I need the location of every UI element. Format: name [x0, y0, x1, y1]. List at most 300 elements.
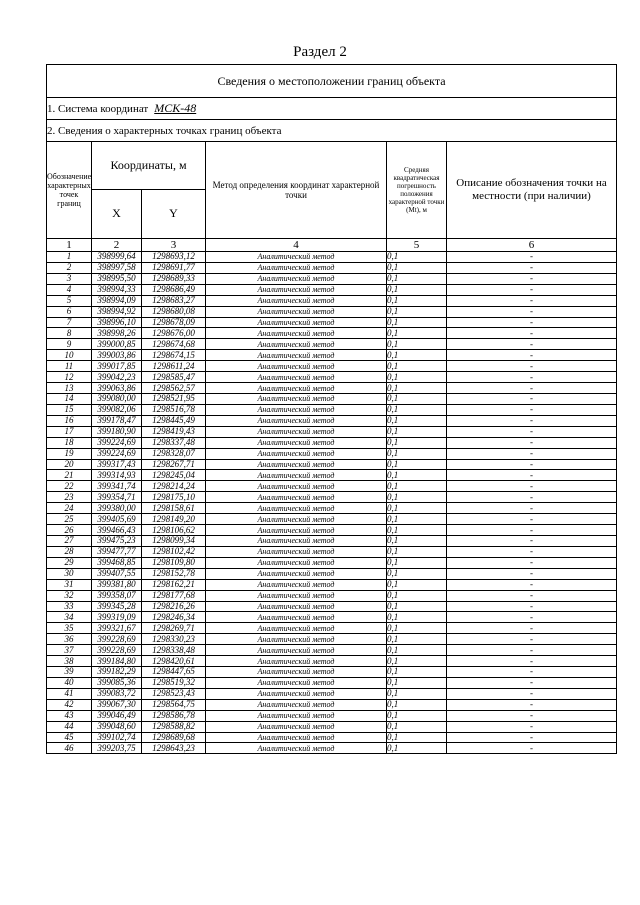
cell-method: Аналитический метод [206, 677, 387, 688]
cell-description: - [447, 393, 617, 404]
cell-method: Аналитический метод [206, 525, 387, 536]
boundary-table [46, 64, 617, 754]
cell-x: 399017,85 [92, 361, 142, 372]
cell-description: - [447, 535, 617, 546]
cell-accuracy: 0,1 [387, 492, 447, 503]
cell-description: - [447, 590, 617, 601]
table-row [47, 372, 617, 383]
cell-description: - [447, 557, 617, 568]
cell-method: Аналитический метод [206, 383, 387, 394]
table-row [47, 667, 617, 678]
cell-accuracy: 0,1 [387, 623, 447, 634]
cell-point: 29 [47, 557, 92, 568]
table-row [47, 383, 617, 394]
cell-x: 399082,06 [92, 404, 142, 415]
cell-y: 1298216,26 [142, 601, 206, 612]
cell-y: 1298693,12 [142, 252, 206, 263]
cell-method: Аналитический метод [206, 481, 387, 492]
table-row [47, 710, 617, 721]
cell-y: 1298689,33 [142, 273, 206, 284]
cell-description: - [447, 415, 617, 426]
cell-method: Аналитический метод [206, 339, 387, 350]
cell-point: 42 [47, 699, 92, 710]
cell-y: 1298158,61 [142, 503, 206, 514]
table-row [47, 535, 617, 546]
coord-system-cell [47, 98, 617, 120]
cell-method: Аналитический метод [206, 372, 387, 383]
table-row [47, 623, 617, 634]
table-row [47, 601, 617, 612]
cell-accuracy: 0,1 [387, 328, 447, 339]
cell-point: 16 [47, 415, 92, 426]
cell-y: 1298674,68 [142, 339, 206, 350]
cell-accuracy: 0,1 [387, 437, 447, 448]
cell-accuracy: 0,1 [387, 306, 447, 317]
cell-y: 1298691,77 [142, 262, 206, 273]
cell-x: 399468,85 [92, 557, 142, 568]
cell-point: 8 [47, 328, 92, 339]
cell-x: 399083,72 [92, 688, 142, 699]
table-row [47, 328, 617, 339]
cell-y: 1298676,00 [142, 328, 206, 339]
cell-y: 1298519,32 [142, 677, 206, 688]
cell-description: - [447, 612, 617, 623]
cell-accuracy: 0,1 [387, 688, 447, 699]
cell-accuracy: 0,1 [387, 710, 447, 721]
cell-x: 399466,43 [92, 525, 142, 536]
header-description: Описание обозначения точки на местности (при наличии) [447, 142, 617, 239]
cell-description: - [447, 601, 617, 612]
header-point-label: Обозначение характерных точек границ [47, 142, 92, 239]
cell-x: 398995,50 [92, 273, 142, 284]
cell-x: 399080,00 [92, 393, 142, 404]
cell-accuracy: 0,1 [387, 448, 447, 459]
cell-x: 399102,74 [92, 732, 142, 743]
cell-method: Аналитический метод [206, 426, 387, 437]
cell-method: Аналитический метод [206, 328, 387, 339]
table-row [47, 273, 617, 284]
cell-point: 14 [47, 393, 92, 404]
cell-accuracy: 0,1 [387, 645, 447, 656]
cell-x: 399319,09 [92, 612, 142, 623]
table-row [47, 295, 617, 306]
cell-point: 37 [47, 645, 92, 656]
cell-description: - [447, 645, 617, 656]
cell-point: 20 [47, 459, 92, 470]
cell-x: 399042,23 [92, 372, 142, 383]
cell-x: 399228,69 [92, 634, 142, 645]
cell-y: 1298521,95 [142, 393, 206, 404]
cell-method: Аналитический метод [206, 437, 387, 448]
cell-description: - [447, 710, 617, 721]
table-row [47, 393, 617, 404]
cell-y: 1298106,62 [142, 525, 206, 536]
cell-accuracy: 0,1 [387, 743, 447, 754]
cell-x: 398996,10 [92, 317, 142, 328]
cell-method: Аналитический метод [206, 514, 387, 525]
cell-point: 13 [47, 383, 92, 394]
cell-x: 399000,85 [92, 339, 142, 350]
cell-y: 1298337,48 [142, 437, 206, 448]
table-row [47, 612, 617, 623]
table-row [47, 645, 617, 656]
cell-accuracy: 0,1 [387, 284, 447, 295]
cell-method: Аналитический метод [206, 656, 387, 667]
cell-method: Аналитический метод [206, 492, 387, 503]
cell-description: - [447, 503, 617, 514]
table-row [47, 514, 617, 525]
cell-x: 399354,71 [92, 492, 142, 503]
cell-point: 43 [47, 710, 92, 721]
cell-point: 3 [47, 273, 92, 284]
cell-y: 1298516,78 [142, 404, 206, 415]
cell-method: Аналитический метод [206, 634, 387, 645]
cell-point: 23 [47, 492, 92, 503]
cell-x: 399003,86 [92, 350, 142, 361]
table-row [47, 579, 617, 590]
header-method: Метод определения координат характерной точки [206, 142, 387, 239]
cell-description: - [447, 361, 617, 372]
cell-x: 399067,30 [92, 699, 142, 710]
cell-x: 399203,75 [92, 743, 142, 754]
cell-y: 1298175,10 [142, 492, 206, 503]
cell-y: 1298586,78 [142, 710, 206, 721]
cell-description: - [447, 273, 617, 284]
cell-accuracy: 0,1 [387, 481, 447, 492]
cell-x: 399358,07 [92, 590, 142, 601]
cell-description: - [447, 481, 617, 492]
cell-description: - [447, 372, 617, 383]
header-accuracy: Средняя квадратическая погрешность положения характерной точки (Mt), м [387, 142, 447, 239]
table-row [47, 426, 617, 437]
cell-description: - [447, 317, 617, 328]
table-row [47, 546, 617, 557]
cell-point: 2 [47, 262, 92, 273]
cell-point: 38 [47, 656, 92, 667]
cell-y: 1298585,47 [142, 372, 206, 383]
cell-y: 1298523,43 [142, 688, 206, 699]
cell-point: 32 [47, 590, 92, 601]
cell-point: 19 [47, 448, 92, 459]
table-row [47, 525, 617, 536]
cell-y: 1298564,75 [142, 699, 206, 710]
table-row [47, 339, 617, 350]
cell-method: Аналитический метод [206, 535, 387, 546]
cell-y: 1298177,68 [142, 590, 206, 601]
cell-description: - [447, 350, 617, 361]
cell-y: 1298643,23 [142, 743, 206, 754]
cell-x: 398999,64 [92, 252, 142, 263]
cell-point: 9 [47, 339, 92, 350]
cell-x: 399381,80 [92, 579, 142, 590]
cell-method: Аналитический метод [206, 262, 387, 273]
cell-y: 1298419,43 [142, 426, 206, 437]
cell-y: 1298152,78 [142, 568, 206, 579]
cell-y: 1298611,24 [142, 361, 206, 372]
cell-accuracy: 0,1 [387, 470, 447, 481]
cell-method: Аналитический метод [206, 579, 387, 590]
cell-accuracy: 0,1 [387, 339, 447, 350]
cell-accuracy: 0,1 [387, 350, 447, 361]
cell-point: 15 [47, 404, 92, 415]
cell-point: 45 [47, 732, 92, 743]
cell-accuracy: 0,1 [387, 601, 447, 612]
cell-accuracy: 0,1 [387, 612, 447, 623]
cell-point: 41 [47, 688, 92, 699]
cell-method: Аналитический метод [206, 306, 387, 317]
cell-point: 12 [47, 372, 92, 383]
cell-x: 399063,86 [92, 383, 142, 394]
cell-description: - [447, 634, 617, 645]
cell-method: Аналитический метод [206, 317, 387, 328]
cell-y: 1298447,65 [142, 667, 206, 678]
table-row [47, 317, 617, 328]
cell-point: 44 [47, 721, 92, 732]
column-number: 3 [142, 239, 206, 252]
cell-x: 399405,69 [92, 514, 142, 525]
cell-accuracy: 0,1 [387, 426, 447, 437]
cell-accuracy: 0,1 [387, 656, 447, 667]
cell-description: - [447, 688, 617, 699]
cell-description: - [447, 656, 617, 667]
table-row [47, 568, 617, 579]
cell-description: - [447, 492, 617, 503]
cell-accuracy: 0,1 [387, 568, 447, 579]
cell-method: Аналитический метод [206, 732, 387, 743]
cell-method: Аналитический метод [206, 393, 387, 404]
cell-accuracy: 0,1 [387, 459, 447, 470]
cell-method: Аналитический метод [206, 361, 387, 372]
table-title-row [47, 65, 617, 98]
column-numbers-row [47, 239, 617, 252]
cell-point: 26 [47, 525, 92, 536]
cell-description: - [447, 525, 617, 536]
cell-x: 399314,93 [92, 470, 142, 481]
cell-accuracy: 0,1 [387, 393, 447, 404]
cell-point: 21 [47, 470, 92, 481]
column-number: 2 [92, 239, 142, 252]
cell-x: 399048,60 [92, 721, 142, 732]
cell-description: - [447, 262, 617, 273]
cell-y: 1298689,68 [142, 732, 206, 743]
cell-x: 399341,74 [92, 481, 142, 492]
cell-method: Аналитический метод [206, 448, 387, 459]
cell-method: Аналитический метод [206, 350, 387, 361]
cell-x: 399182,29 [92, 667, 142, 678]
table-row [47, 634, 617, 645]
cell-x: 399224,69 [92, 448, 142, 459]
table-row [47, 361, 617, 372]
cell-y: 1298246,34 [142, 612, 206, 623]
cell-description: - [447, 732, 617, 743]
cell-description: - [447, 677, 617, 688]
cell-method: Аналитический метод [206, 503, 387, 514]
cell-description: - [447, 568, 617, 579]
cell-y: 1298588,82 [142, 721, 206, 732]
section-title: Раздел 2 [293, 44, 347, 60]
cell-accuracy: 0,1 [387, 372, 447, 383]
cell-point: 17 [47, 426, 92, 437]
cell-description: - [447, 470, 617, 481]
cell-method: Аналитический метод [206, 710, 387, 721]
coord-system-label: 1. Система координат [47, 103, 149, 115]
cell-x: 399184,80 [92, 656, 142, 667]
cell-point: 39 [47, 667, 92, 678]
table-row [47, 448, 617, 459]
cell-method: Аналитический метод [206, 470, 387, 481]
cell-y: 1298149,20 [142, 514, 206, 525]
cell-description: - [447, 437, 617, 448]
cell-description: - [447, 579, 617, 590]
cell-y: 1298562,57 [142, 383, 206, 394]
cell-method: Аналитический метод [206, 404, 387, 415]
cell-method: Аналитический метод [206, 699, 387, 710]
cell-y: 1298109,80 [142, 557, 206, 568]
header-x: X [92, 190, 142, 239]
cell-accuracy: 0,1 [387, 546, 447, 557]
cell-method: Аналитический метод [206, 568, 387, 579]
cell-point: 6 [47, 306, 92, 317]
cell-accuracy: 0,1 [387, 262, 447, 273]
cell-x: 398994,33 [92, 284, 142, 295]
cell-x: 399224,69 [92, 437, 142, 448]
cell-x: 399477,77 [92, 546, 142, 557]
cell-point: 31 [47, 579, 92, 590]
cell-x: 399407,55 [92, 568, 142, 579]
cell-y: 1298686,49 [142, 284, 206, 295]
cell-point: 27 [47, 535, 92, 546]
cell-point: 5 [47, 295, 92, 306]
coord-system-value: МСК-48 [154, 101, 197, 115]
cell-x: 398994,09 [92, 295, 142, 306]
cell-point: 28 [47, 546, 92, 557]
cell-point: 30 [47, 568, 92, 579]
cell-y: 1298099,34 [142, 535, 206, 546]
points-heading: 2. Сведения о характерных точках границ объекта [47, 120, 617, 142]
cell-method: Аналитический метод [206, 612, 387, 623]
cell-accuracy: 0,1 [387, 579, 447, 590]
cell-accuracy: 0,1 [387, 590, 447, 601]
cell-method: Аналитический метод [206, 623, 387, 634]
cell-y: 1298338,48 [142, 645, 206, 656]
cell-x: 399345,28 [92, 601, 142, 612]
cell-accuracy: 0,1 [387, 514, 447, 525]
cell-y: 1298680,08 [142, 306, 206, 317]
table-row [47, 732, 617, 743]
table-row [47, 699, 617, 710]
cell-description: - [447, 448, 617, 459]
cell-description: - [447, 426, 617, 437]
cell-point: 33 [47, 601, 92, 612]
cell-y: 1298328,07 [142, 448, 206, 459]
table-row [47, 677, 617, 688]
cell-y: 1298267,71 [142, 459, 206, 470]
cell-description: - [447, 721, 617, 732]
cell-accuracy: 0,1 [387, 634, 447, 645]
cell-accuracy: 0,1 [387, 503, 447, 514]
cell-y: 1298420,61 [142, 656, 206, 667]
cell-method: Аналитический метод [206, 284, 387, 295]
cell-x: 399178,47 [92, 415, 142, 426]
table-row [47, 284, 617, 295]
cell-method: Аналитический метод [206, 743, 387, 754]
cell-x: 398997,58 [92, 262, 142, 273]
cell-point: 46 [47, 743, 92, 754]
cell-method: Аналитический метод [206, 295, 387, 306]
cell-y: 1298245,04 [142, 470, 206, 481]
cell-method: Аналитический метод [206, 546, 387, 557]
cell-point: 40 [47, 677, 92, 688]
cell-x: 399380,00 [92, 503, 142, 514]
cell-point: 34 [47, 612, 92, 623]
cell-description: - [447, 383, 617, 394]
cell-accuracy: 0,1 [387, 383, 447, 394]
cell-point: 7 [47, 317, 92, 328]
cell-y: 1298102,42 [142, 546, 206, 557]
cell-accuracy: 0,1 [387, 525, 447, 536]
cell-accuracy: 0,1 [387, 699, 447, 710]
cell-description: - [447, 743, 617, 754]
cell-y: 1298683,27 [142, 295, 206, 306]
table-row [47, 743, 617, 754]
cell-y: 1298445,49 [142, 415, 206, 426]
table-row [47, 252, 617, 263]
table-title: Сведения о местоположении границ объекта [47, 65, 617, 98]
table-row [47, 459, 617, 470]
cell-x: 399317,43 [92, 459, 142, 470]
cell-y: 1298269,71 [142, 623, 206, 634]
cell-method: Аналитический метод [206, 667, 387, 678]
cell-description: - [447, 306, 617, 317]
cell-description: - [447, 667, 617, 678]
cell-description: - [447, 699, 617, 710]
cell-accuracy: 0,1 [387, 557, 447, 568]
cell-point: 24 [47, 503, 92, 514]
table-row [47, 590, 617, 601]
table-row [47, 306, 617, 317]
table-row [47, 350, 617, 361]
cell-method: Аналитический метод [206, 415, 387, 426]
cell-description: - [447, 546, 617, 557]
header-y: Y [142, 190, 206, 239]
cell-method: Аналитический метод [206, 459, 387, 470]
cell-accuracy: 0,1 [387, 273, 447, 284]
cell-x: 399046,49 [92, 710, 142, 721]
table-row [47, 557, 617, 568]
cell-method: Аналитический метод [206, 721, 387, 732]
cell-method: Аналитический метод [206, 273, 387, 284]
cell-y: 1298674,15 [142, 350, 206, 361]
cell-point: 22 [47, 481, 92, 492]
cell-accuracy: 0,1 [387, 667, 447, 678]
table-row [47, 415, 617, 426]
column-number: 4 [206, 239, 387, 252]
cell-y: 1298162,21 [142, 579, 206, 590]
coord-system-row [47, 98, 617, 120]
column-number: 1 [47, 239, 92, 252]
cell-y: 1298330,23 [142, 634, 206, 645]
cell-description: - [447, 459, 617, 470]
cell-description: - [447, 284, 617, 295]
cell-method: Аналитический метод [206, 601, 387, 612]
cell-accuracy: 0,1 [387, 295, 447, 306]
cell-accuracy: 0,1 [387, 317, 447, 328]
table-row [47, 721, 617, 732]
cell-point: 1 [47, 252, 92, 263]
cell-method: Аналитический метод [206, 688, 387, 699]
cell-x: 399180,90 [92, 426, 142, 437]
cell-point: 18 [47, 437, 92, 448]
